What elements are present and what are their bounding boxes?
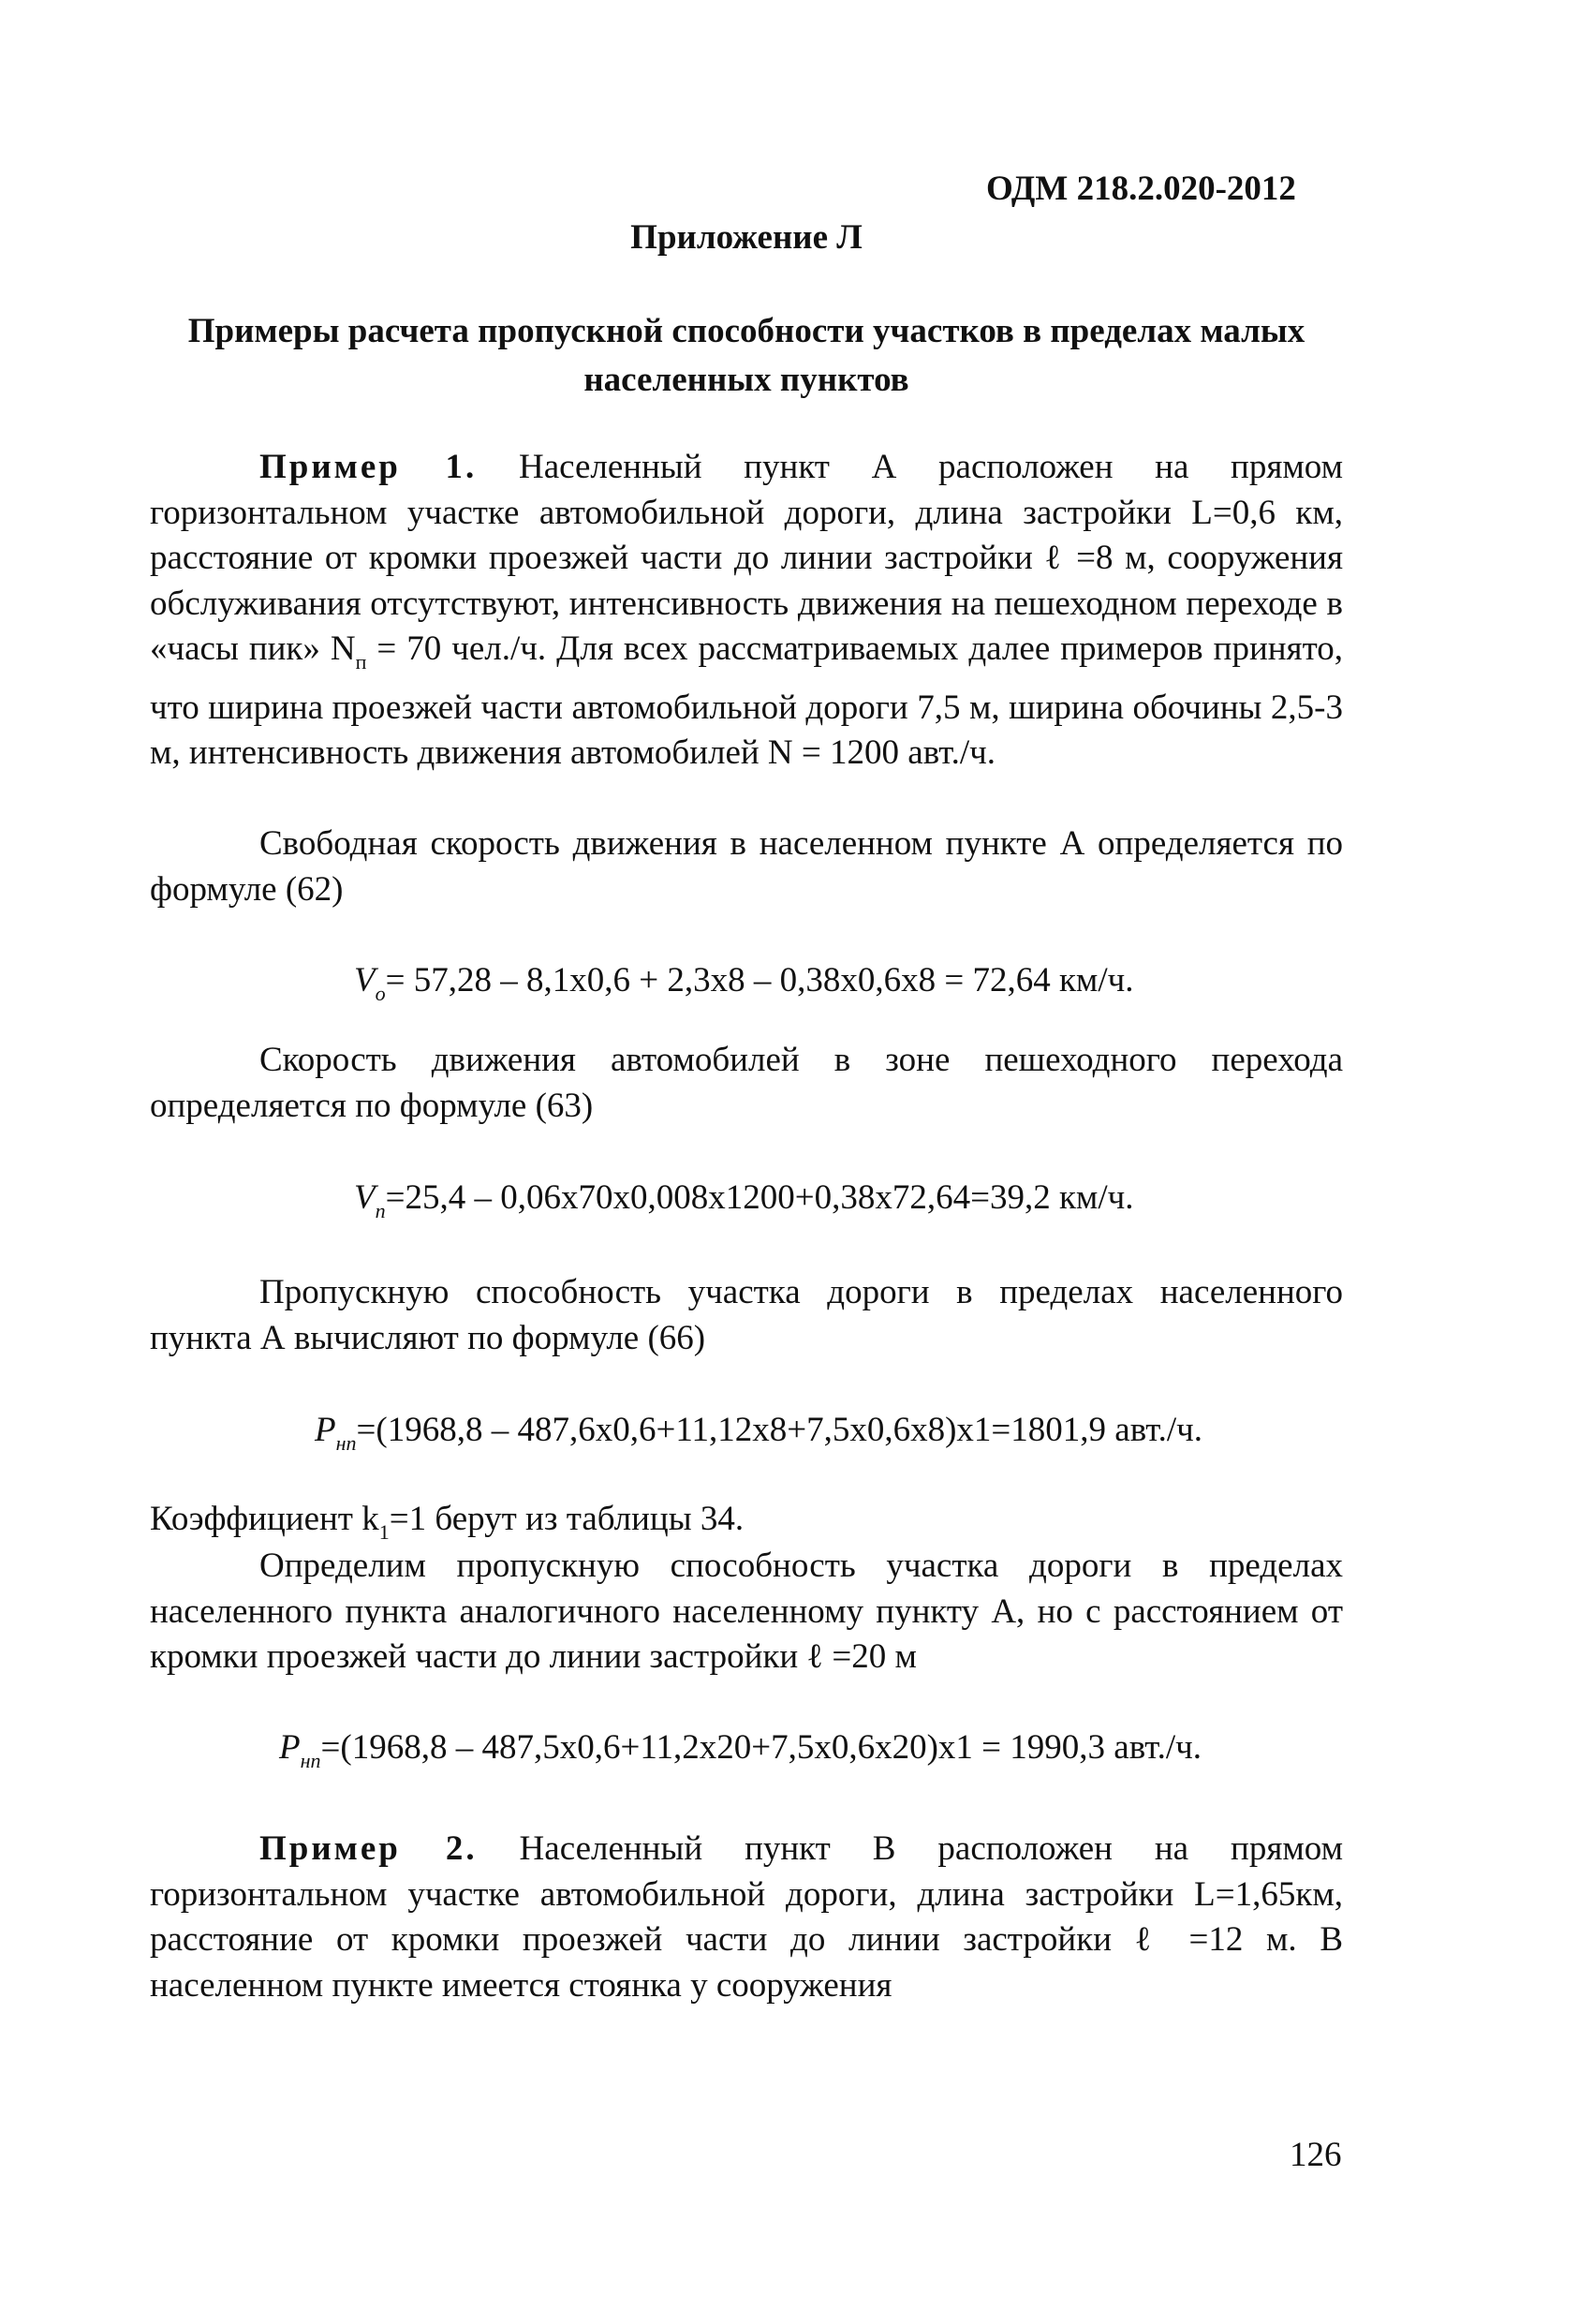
free-speed-paragraph: Свободная скорость движения в населенном пункте А определяется по формуле (62): [150, 824, 1343, 909]
section-title: Примеры расчета пропускной способности участков в пределах малых населенных пунктов: [187, 312, 1305, 399]
coefficient-suffix: =1 берут из таблицы 34.: [389, 1500, 745, 1538]
example-1-text-end: = 70 чел./ч. Для всех рассматриваемых далее примеров принято, что ширина проезжей части автомобильной дороги 7,5 м, ширина обочины 2,5-3 м, интенсивность движения автомобилей N = 1200 авт./ч.: [150, 629, 1343, 772]
formula-vp-symbol: V: [354, 1178, 376, 1217]
formula-p1-subscript: нп: [335, 1431, 357, 1455]
example-1-lead: Пример 1.: [259, 448, 478, 486]
example-1-n-subscript: п: [355, 650, 367, 674]
coefficient-subscript: 1: [378, 1520, 390, 1544]
formula-vp-subscript: п: [375, 1199, 386, 1222]
formula-capacity-2: [279, 1727, 1202, 1773]
formula-vo-subscript: o: [375, 982, 386, 1005]
example-1-text: Населенный пункт А расположен на прямом горизонтальном участке автомобильной дороги, длина застройки L=0,6 км, расстояние от кромки проезжей части до линии застройки ℓ =8 м, сооружения обслуживания отсутствуют, интенсивность движения на пешеходном переходе в «часы пик» N: [150, 448, 1344, 668]
formula-p2-expression: =(1968,8 – 487,5х0,6+11,2х20+7,5х0,6х20)х1 = 1990,3 авт./ч.: [320, 1728, 1202, 1767]
formula-p1-symbol: P: [315, 1411, 336, 1449]
formula-p2-subscript: нп: [300, 1749, 321, 1772]
formula-p2-symbol: P: [279, 1728, 301, 1767]
formula-vp-expression: =25,4 – 0,06х70х0,008х1200+0,38х72,64=39,2 км/ч.: [385, 1178, 1134, 1217]
formula-capacity-1: [315, 1410, 1202, 1456]
formula-free-speed: [354, 960, 1134, 1006]
example-2-paragraph: [150, 1827, 1343, 2008]
formula-p1-expression: =(1968,8 – 487,6х0,6+11,12х8+7,5х0,6х8)х1=1801,9 авт./ч.: [356, 1411, 1203, 1449]
formula-crossing-speed: [354, 1177, 1134, 1223]
example-2-lead: Пример 2.: [259, 1829, 478, 1868]
crossing-speed-paragraph: Скорость движения автомобилей в зоне пешеходного перехода определяется по формуле (63): [150, 1041, 1343, 1125]
example-2-text: Населенный пункт В расположен на прямом горизонтальном участке автомобильной дороги, длина застройки L=1,65км, расстояние от кромки проезжей части до линии застройки ℓ =12 м. В населенном пункте имеется стоянка у сооружения: [150, 1829, 1343, 2005]
page-number: 126: [1290, 2136, 1342, 2174]
formula-vo-expression: = 57,28 – 8,1х0,6 + 2,3х8 – 0,38х0,6х8 = 72,64 км/ч.: [385, 961, 1134, 999]
appendix-heading: Приложение Л: [630, 218, 863, 257]
document-id: ОДМ 218.2.020-2012: [986, 170, 1296, 208]
define-capacity-paragraph: Определим пропускную способность участка дороги в пределах населенного пункта аналогичного населенному пункту А, но с расстоянием от кромки проезжей части до линии застройки ℓ =20 м: [150, 1547, 1343, 1676]
coefficient-prefix: Коэффициент k: [150, 1500, 379, 1538]
example-1-paragraph: [150, 445, 1343, 777]
capacity-paragraph: Пропускную способность участка дороги в пределах населенного пункта А вычисляют по формуле (66): [150, 1273, 1343, 1357]
formula-vo-symbol: V: [354, 961, 376, 999]
